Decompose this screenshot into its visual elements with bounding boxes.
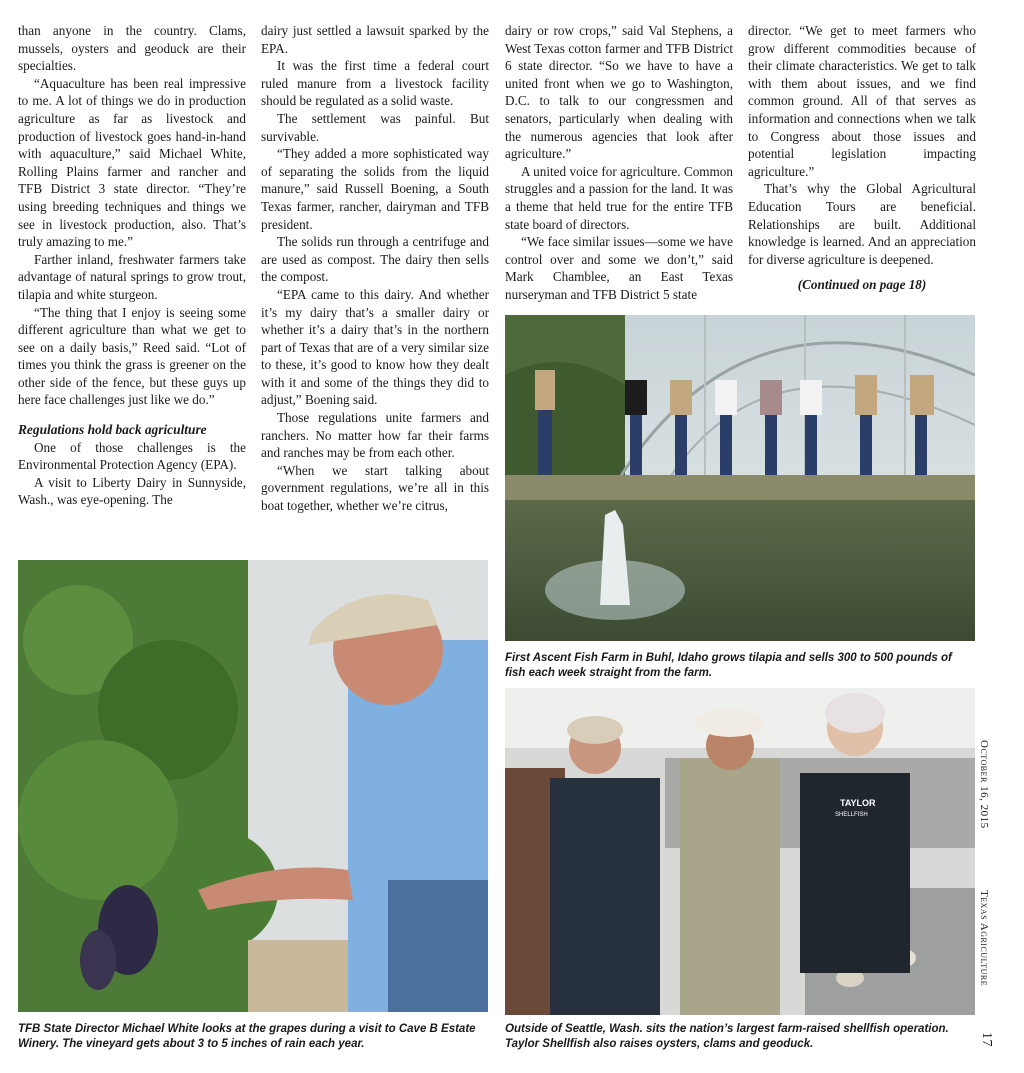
issue-date: October 16, 2015 [978, 740, 990, 829]
paragraph: “We face similar issues—some we have control over and some we don’t,” said Mark Chamblee, an East Texas nurseryman and TFB District 5 state [505, 234, 733, 302]
paragraph: director. “We get to meet farmers who grow different commodities because of their climate characteristics. We get to talk with them about issues, and we find common ground. All of that serves as information and connections when we talk to Congress about those issues and potential legislation impacting agriculture.” [748, 23, 976, 179]
shellfish-photo [505, 688, 975, 1015]
article-column-4 [748, 22, 976, 294]
paragraph: That’s why the Global Agricultural Education Tours are beneficial. Relationships are built. Additional knowledge is learned. And an appreciation for diverse agriculture is deepened. [748, 181, 976, 267]
page-folio [978, 740, 994, 1060]
shirt-logo-line2: SHELLFISH [835, 812, 868, 818]
paragraph: One of those challenges is the Environmental Protection Agency (EPA). [18, 439, 246, 473]
article-column-1 [18, 22, 246, 509]
article-column-2 [261, 22, 489, 515]
paragraph: than anyone in the country. Clams, mussels, oysters and geoduck are their specialties. [18, 23, 246, 74]
shellfish-caption: Outside of Seattle, Wash. sits the nation’s largest farm-raised shellfish operation. Taylor Shellfish also raises oysters, clams and geoduck. [505, 1023, 949, 1050]
publication-name: Texas Agriculture [978, 890, 990, 987]
article-column-3 [505, 22, 733, 304]
vineyard-caption: TFB State Director Michael White looks at the grapes during a visit to Cave B Estate Winery. The vineyard gets about 3 to 5 inches of rain each year. [18, 1023, 476, 1050]
paragraph: “When we start talking about government regulations, we’re all in this boat together, whether we’re citrus, [261, 462, 489, 514]
paragraph: The solids run through a centrifuge and are used as compost. The dairy then sells the compost. [261, 234, 489, 285]
paragraph: The settlement was painful. But survivable. [261, 110, 489, 144]
vineyard-photo [18, 560, 488, 1012]
paragraph: “EPA came to this dairy. And whether it’s my dairy that’s a smaller dairy or whether it’s a dairy that’s in the northern part of Texas that are of a very similar size to these, it’s good to know how they dealt with it and some of the things they did to adjust,” Boening said. [261, 286, 489, 408]
paragraph: dairy or row crops,” said Val Stephens, a West Texas cotton farmer and TFB District 6 state director. “So we have to have a united front when we go to Washington, D.C. to talk to our congressmen and senators, particularly when dealing with the numerous agencies that look after agriculture.” [505, 23, 733, 162]
section-heading: Regulations hold back agriculture [18, 422, 207, 438]
paragraph: “The thing that I enjoy is seeing some different agriculture than what we get to see on a daily basis,” Reed said. “Lot of times you think the grass is greener on the other side of the fence, but these guys up here face challenges just like we do.” [18, 304, 246, 408]
vineyard-illustration [18, 560, 488, 1012]
paragraph: A visit to Liberty Dairy in Sunnyside, Wash., was eye-opening. The [18, 474, 246, 508]
shellfish-illustration [505, 688, 975, 1015]
fish-farm-illustration [505, 315, 975, 641]
paragraph: Farther inland, freshwater farmers take advantage of natural springs to grow trout, tilapia and white sturgeon. [18, 251, 246, 302]
continued-note: (Continued on page 18) [797, 277, 927, 293]
page-number: 17 [979, 1032, 994, 1047]
fish-farm-caption: First Ascent Fish Farm in Buhl, Idaho grows tilapia and sells 300 to 500 pounds of fish each week straight from the farm. [505, 652, 952, 679]
paragraph: “Aquaculture has been real impressive to me. A lot of things we do in production agriculture as far as livestock and production of livestock goes hand-in-hand with aquaculture,” said Michael White, Rolling Plains farmer and rancher and TFB District 3 state director. “They’re using breeding techniques and things we see in livestock production, also. That’s truly amazing to me.” [18, 75, 246, 250]
paragraph: dairy just settled a lawsuit sparked by the EPA. [261, 23, 489, 56]
paragraph: “They added a more sophisticated way of separating the solids from the liquid manure,” said Russell Boening, a South Texas farmer, rancher, dairyman and TFB president. [261, 146, 489, 232]
paragraph: A united voice for agriculture. Common struggles and a passion for the land. It was a theme that held true for the entire TFB state board of directors. [505, 163, 733, 232]
shirt-logo-line1: TAYLOR [840, 798, 876, 808]
paragraph: It was the first time a federal court ruled manure from a livestock facility should be regulated as a solid waste. [261, 58, 489, 109]
fish-farm-photo [505, 315, 975, 641]
paragraph: Those regulations unite farmers and ranchers. No matter how far their farms and ranches may be from each other. [261, 410, 489, 461]
